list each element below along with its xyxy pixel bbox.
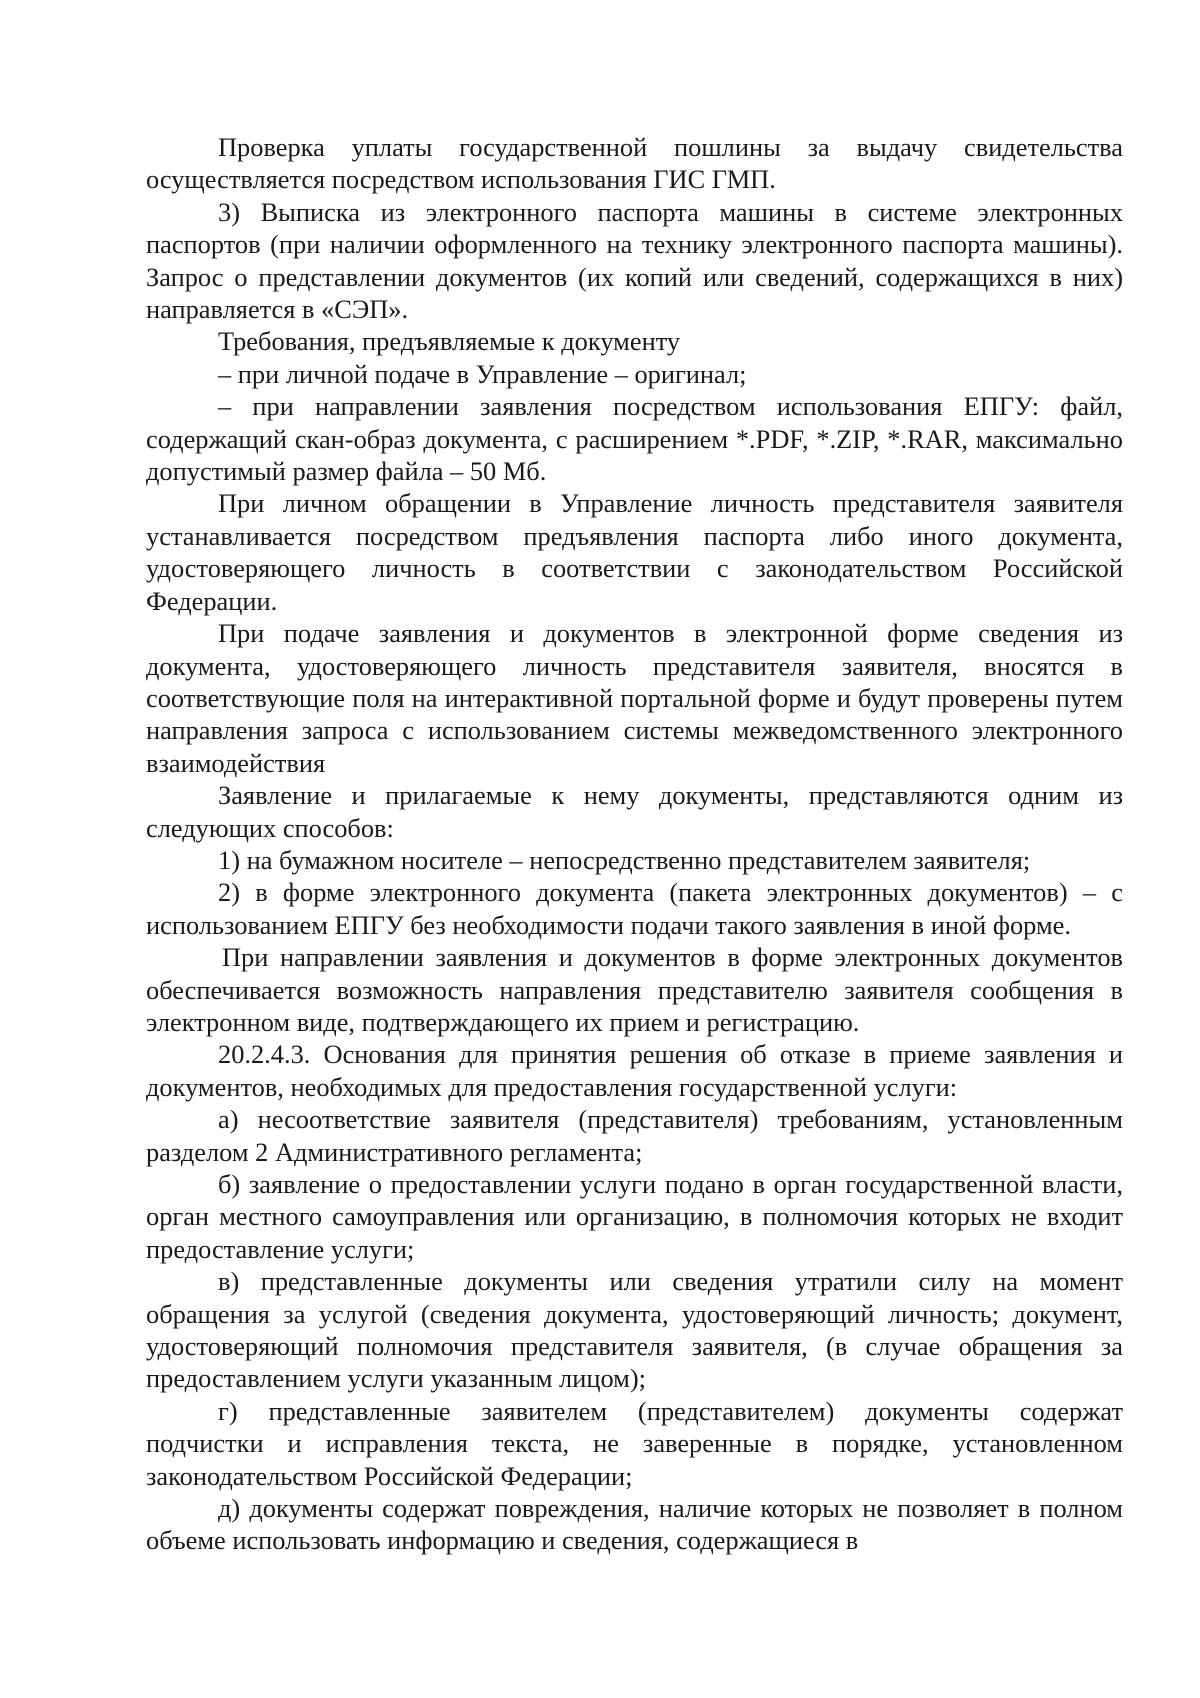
paragraph-personal-submission: – при личной подаче в Управление – оригинал; [218,358,747,389]
paragraph-electronic-confirmation: При направлении заявления и документов в форме электронных документов обеспечивается возможность направления представителю заявителя сообщения в электронном виде, подтверждающего их прием и регистрацию. [146,942,1123,1037]
document-body [146,131,1123,1557]
paragraph-identity-in-person: При личном обращении в Управление личность представителя заявителя устанавливается посредством предъявления паспорта либо иного документа, удостоверяющего личность в соответствии с законодательством Российской Федерации. [146,488,1123,616]
paragraph-reason-b: б) заявление о предоставлении услуги подано в орган государственной власти, орган местного самоуправления или организацию, в полномочия которых не входит предоставление услуги; [146,1169,1123,1264]
paragraph-section-20-2-4-3: 20.2.4.3. Основания для принятия решения об отказе в приеме заявления и документов, необходимых для предоставления государственной услуги: [146,1039,1123,1102]
paragraph-method-electronic: 2) в форме электронного документа (пакета электронных документов) – с использованием ЕПГУ без необходимости подачи такого заявления в иной форме. [146,877,1123,940]
paragraph-identity-electronic: При подаче заявления и документов в электронной форме сведения из документа, удостоверяющего личность представителя заявителя, вносятся в соответствующие поля на интерактивной портальной форме и будут проверены путем направления запроса с использованием системы межведомственного электронного взаимодействия [146,618,1123,778]
paragraph-epgu-submission: – при направлении заявления посредством использования ЕПГУ: файл, содержащий скан-образ документа, с расширением *.PDF, *.ZIP, *.RAR, максимально допустимый размер файла – 50 Мб. [146,391,1123,487]
paragraph-submission-methods: Заявление и прилагаемые к нему документы, представляются одним из следующих способов: [146,780,1123,843]
paragraph-requirements-heading: Требования, предъявляемые к документу [218,326,681,357]
paragraph-reason-v: в) представленные документы или сведения утратили силу на момент обращения за услугой (сведения документа, удостоверяющий личность; документ, удостоверяющий полномочия представителя заявителя, (в случае обращения за предоставлением услуги указанным лицом); [146,1266,1123,1394]
paragraph-reason-g: г) представленные заявителем (представителем) документы содержат подчистки и исправления текста, не заверенные в порядке, установленном законодательством Российской Федерации; [146,1395,1123,1491]
paragraph-item-3-extract: 3) Выписка из электронного паспорта машины в системе электронных паспортов (при наличии оформленного на технику электронного паспорта машины). Запрос о представлении документов (их копий или сведений, содержащихся в них) направляется в «СЭП». [146,196,1123,325]
paragraph-reason-d: д) документы содержат повреждения, наличие которых не позволяет в полном объеме использовать информацию и сведения, содержащиеся в [146,1493,1123,1556]
paragraph-method-paper: 1) на бумажном носителе – непосредственно представителем заявителя; [218,844,1031,875]
paragraph-fee-check: Проверка уплаты государственной пошлины за выдачу свидетельства осуществляется посредством использования ГИС ГМП. [146,132,1123,195]
paragraph-reason-a: а) несоответствие заявителя (представителя) требованиям, установленным разделом 2 Административного регламента; [146,1104,1123,1167]
